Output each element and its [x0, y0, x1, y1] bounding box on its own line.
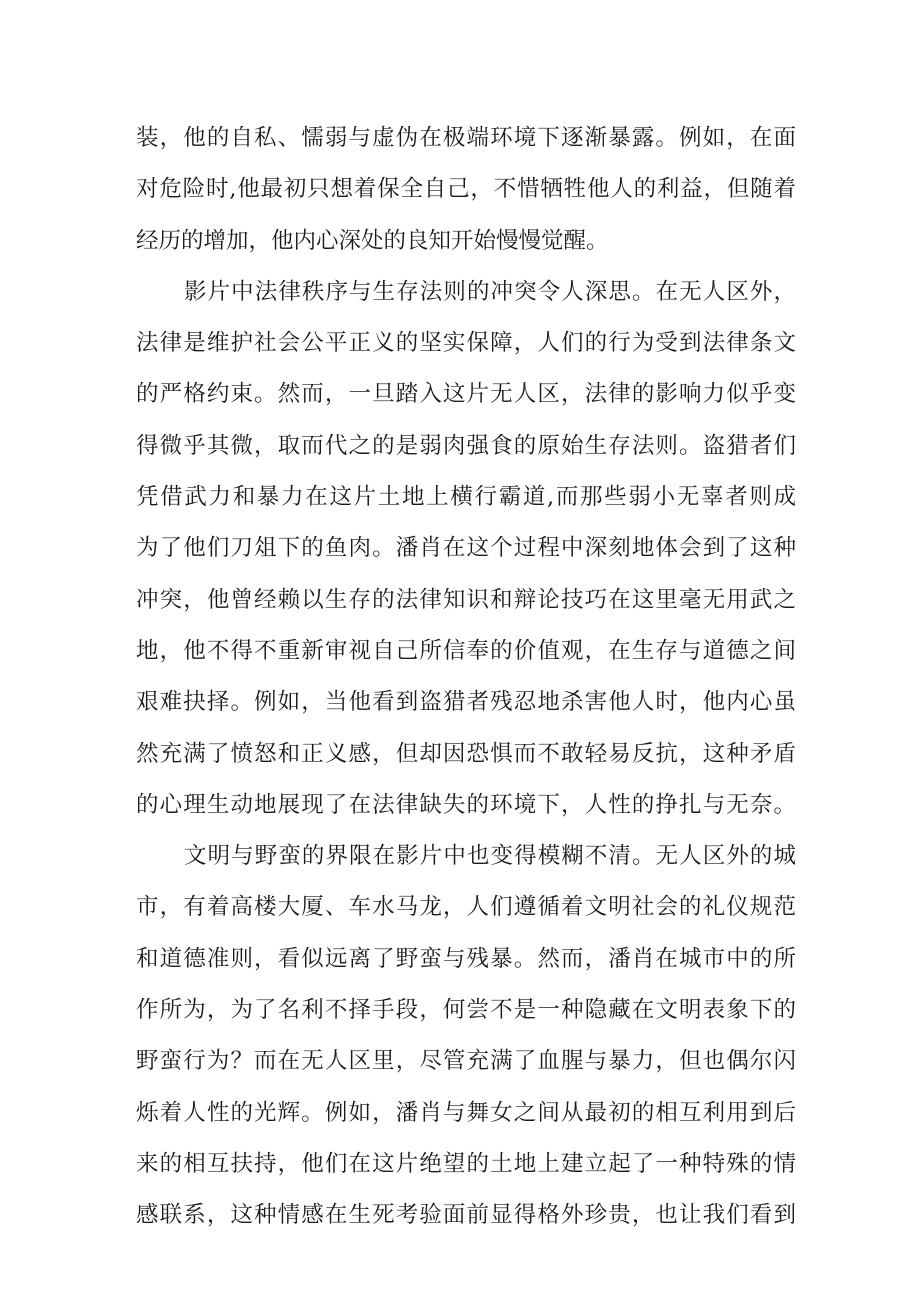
text-line: 感联系，这种情感在生死考验面前显得格外珍贵，也让我们看到	[136, 1202, 796, 1229]
text-line: 凭借武力和暴力在这片土地上横行霸道,而那些弱小无辜者则成	[136, 484, 796, 511]
text-line: 艰难抉择。例如，当他看到盗猎者残忍地杀害他人时，他内心虽	[136, 689, 796, 716]
text-line: 冲突，他曾经赖以生存的法律知识和辩论技巧在这里毫无用武之	[136, 586, 796, 613]
text-line: 法律是维护社会公平正义的坚实保障，人们的行为受到法律条文	[136, 330, 796, 357]
body-text	[136, 113, 796, 1242]
text-line: 对危险时,他最初只想着保全自己，不惜牺牲他人的利益，但随着	[136, 176, 796, 203]
text-line: 装，他的自私、懦弱与虚伪在极端环境下逐渐暴露。例如，在面	[136, 125, 796, 151]
text-line: 和道德准则，看似远离了野蛮与残暴。然而，潘肖在城市中的所	[136, 945, 796, 972]
text-line: 的心理生动地展现了在法律缺失的环境下，人性的挣扎与无奈。	[136, 791, 796, 818]
text-line: 文明与野蛮的界限在影片中也变得模糊不清。无人区外的城	[184, 843, 796, 870]
text-line: 经历的增加，他内心深处的良知开始慢慢觉醒。	[136, 227, 609, 254]
text-line: 影片中法律秩序与生存法则的冲突令人深思。在无人区外，	[184, 278, 796, 305]
text-line: 烁着人性的光辉。例如，潘肖与舞女之间从最初的相互利用到后	[136, 1099, 796, 1126]
text-line: 然充满了愤怒和正义感，但却因恐惧而不敢轻易反抗，这种矛盾	[136, 740, 796, 767]
text-line: 野蛮行为？而在无人区里，尽管充满了血腥与暴力，但也偶尔闪	[136, 1048, 796, 1075]
text-line: 为了他们刀俎下的鱼肉。潘肖在这个过程中深刻地体会到了这种	[136, 535, 796, 562]
text-line: 地，他不得不重新审视自己所信奉的价值观，在生存与道德之间	[136, 637, 796, 664]
text-line: 市，有着高楼大厦、车水马龙，人们遵循着文明社会的礼仪规范	[136, 894, 796, 921]
text-line: 作所为，为了名利不择手段，何尝不是一种隐藏在文明表象下的	[136, 997, 796, 1024]
text-line: 来的相互扶持，他们在这片绝望的土地上建立起了一种特殊的情	[136, 1150, 796, 1177]
text-line: 的严格约束。然而，一旦踏入这片无人区，法律的影响力似乎变	[136, 381, 796, 408]
text-line: 得微乎其微，取而代之的是弱肉强食的原始生存法则。盗猎者们	[136, 432, 796, 459]
